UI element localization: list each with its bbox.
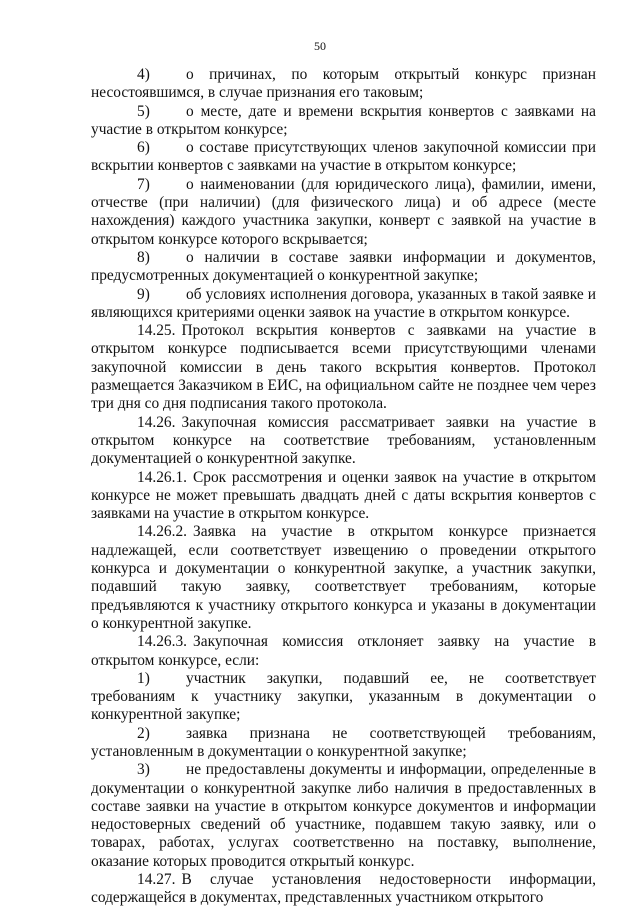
list-item-number: 1) (137, 669, 150, 687)
clause-number: 14.26.3. (137, 633, 188, 651)
clause-paragraph (91, 322, 596, 413)
list-item (91, 176, 596, 249)
document-body (91, 66, 596, 908)
list-item-text: заявка признана не соответствующей требованиям, установленным в документации о конкурентной закупке; (91, 724, 596, 760)
list-item (91, 66, 596, 103)
clause-number: 14.26.1. (137, 468, 188, 486)
clause-paragraph (91, 414, 596, 469)
list-item-text: о наименовании (для юридического лица), фамилии, имени, отчестве (при наличии) (для физического лица) и об адресе (месте нахождения) каждого участника закупки, конверт с заявкой на участие в открытом конкурсе которого вскрывается; (91, 175, 596, 248)
clause-number: 14.26.2. (137, 523, 188, 541)
clause-text: Заявка на участие в открытом конкурсе признается надлежащей, если соответствует извещению о проведении открытого конкурса и документации о конкурентной закупке, а участник закупки, подавший такую заявку, соответствует требованиям, которые предъявляются к участнику открытого конкурса и указаны в документации о конкурентной закупке. (91, 523, 596, 632)
list-item-number: 9) (137, 285, 150, 303)
list-item-number: 2) (137, 724, 150, 742)
list-item-text: о месте, дате и времени вскрытия конвертов с заявками на участие в открытом конкурсе; (91, 102, 596, 138)
clause-paragraph (91, 469, 596, 524)
clause-text: Протокол вскрытия конвертов с заявками на участие в открытом конкурсе подписывается всеми присутствующими членами закупочной комиссии в день такого вскрытия конвертов. Протокол размещается Заказчиком в ЕИС, на официальном сайте не позднее чем через три дня со дня подписания такого протокола. (91, 322, 596, 413)
clause-paragraph (91, 633, 596, 670)
list-item-text: о наличии в составе заявки информации и документов, предусмотренных документацией о конкурентной закупке; (91, 248, 596, 285)
list-item (91, 670, 596, 725)
list-item (91, 761, 596, 871)
clause-text: Закупочная комиссия отклоняет заявку на участие в открытом конкурсе, если: (91, 633, 596, 669)
list-item-number: 3) (137, 761, 150, 779)
clause-number: 14.25. (137, 322, 176, 340)
list-item (91, 286, 596, 323)
list-item-text: о причинах, по которым открытый конкурс признан несостоявшимся, в случае признания его таковым; (91, 66, 596, 102)
clause-paragraph (91, 871, 596, 908)
list-item-text: об условиях исполнения договора, указанных в такой заявке и являющихся критериями оценки заявок на участие в открытом конкурсе. (91, 285, 596, 321)
list-item-number: 6) (137, 139, 150, 157)
page-number: 50 (314, 39, 326, 53)
list-item-text: о составе присутствующих членов закупочной комиссии при вскрытии конвертов с заявками на участие в открытом конкурсе; (91, 139, 596, 175)
clause-text: Срок рассмотрения и оценки заявок на участие в открытом конкурсе не может превышать двадцать дней с даты вскрытия конвертов с заявками на участие в открытом конкурсе. (91, 468, 596, 523)
clause-text: Закупочная комиссия рассматривает заявки на участие в открытом конкурсе на соответствие требованиям, установленным документацией о конкурентной закупке. (91, 413, 596, 468)
clause-number: 14.26. (137, 413, 176, 431)
list-item-number: 8) (137, 248, 150, 266)
list-item (91, 139, 596, 176)
list-item-number: 7) (137, 175, 150, 193)
list-item (91, 725, 596, 762)
list-item (91, 103, 596, 140)
list-item-number: 5) (137, 102, 150, 120)
list-item-text: участник закупки, подавший ее, не соответствует требованиям к участнику закупки, указанным в документации о конкурентной закупке; (91, 669, 596, 724)
clause-paragraph (91, 523, 596, 633)
list-item (91, 249, 596, 286)
clause-text: В случае установления недостоверности информации, содержащейся в документах, представленных участником открытого (91, 871, 596, 907)
list-item-number: 4) (137, 66, 150, 83)
list-item-text: не предоставлены документы и информации, определенные в документации о конкурентной закупке либо наличия в предоставленных в составе заявки на участие в открытом конкурсе документов и информации недостоверных сведений об участнике, подавшем такую заявку, или о товарах, работах, услугах соответственно на поставку, выполнение, оказание которых проводится открытый конкурс. (91, 761, 596, 870)
clause-number: 14.27. (137, 871, 176, 889)
